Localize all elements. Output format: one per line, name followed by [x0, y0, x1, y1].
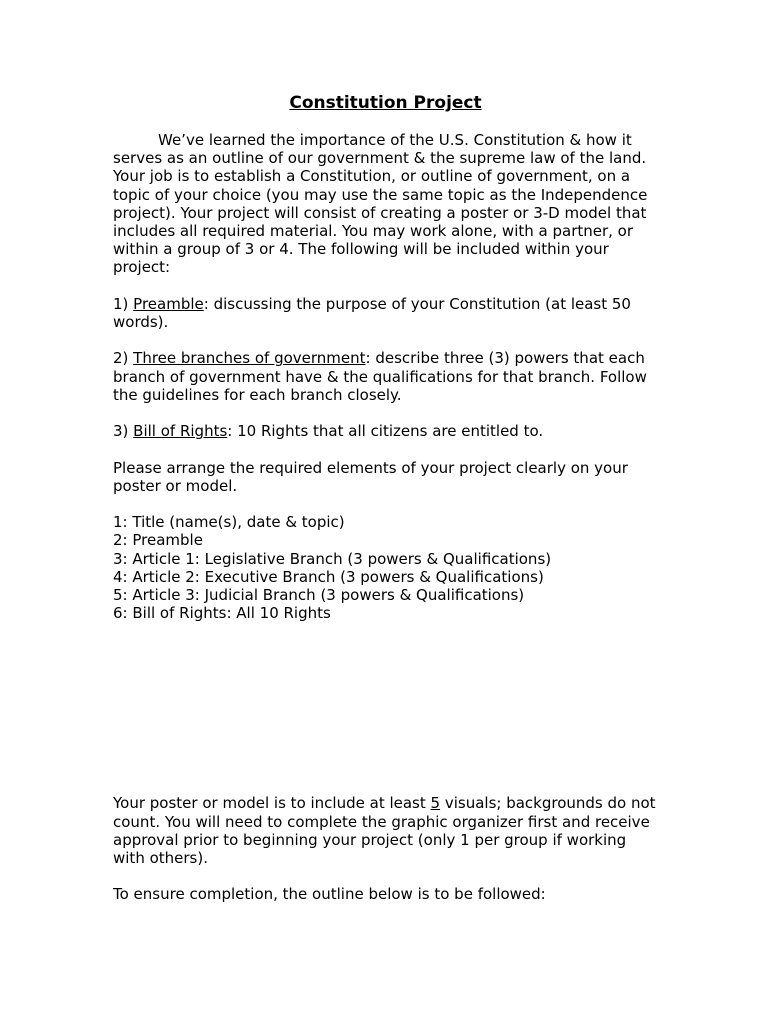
requirement-term: Three branches of government [133, 349, 366, 368]
requirement-text: : 10 Rights that all citizens are entitled to. [227, 422, 544, 441]
visuals-text-after: visuals; backgrounds do not count. You will need to complete the graphic organizer first and receive approval prior to beginning your project (only 1 per group if working with others). [113, 794, 656, 868]
page-title: Constitution Project [289, 93, 482, 113]
list-item: 4: Article 2: Executive Branch (3 powers & Qualifications) [113, 567, 544, 586]
requirement-number: 3) [113, 422, 134, 441]
list-item: 5: Article 3: Judicial Branch (3 powers & Qualifications) [113, 586, 525, 604]
requirement-branches [113, 349, 658, 404]
intro-paragraph: We’ve learned the importance of the U.S. Constitution & how it serves as an outline of our government & the supreme law of the land. Your job is to establish a Constitution, or outline of government, on a topic of your choice (you may use the same topic as the Independence project). Your project will consist of creating a poster or 3-D model that includes all required material. You may work alone, with a partner, or within a group of 3 or 4. The following will be included within your project: [113, 131, 648, 277]
requirement-term: Bill of Rights [133, 422, 228, 441]
arrange-paragraph: Please arrange the required elements of your project clearly on your poster or model. [113, 458, 628, 495]
requirement-text: : describe three (3) powers that each branch of government have & the qualifications for that branch. Follow the guidelines for each branch closely. [113, 349, 647, 404]
visuals-count: 5 [430, 794, 441, 813]
requirement-term: Preamble [133, 294, 204, 313]
list-item: 2: Preamble [113, 531, 203, 550]
requirement-number: 2) [113, 349, 134, 368]
layout-list [113, 513, 658, 622]
requirement-text: : discussing the purpose of your Constitution (at least 50 words). [113, 294, 631, 332]
requirement-preamble [113, 295, 658, 331]
list-item: 1: Title (name(s), date & topic) [113, 513, 345, 532]
visuals-paragraph [113, 794, 658, 867]
document-page [113, 92, 658, 904]
closing-paragraph: To ensure completion, the outline below is to be followed: [113, 885, 546, 904]
visuals-text-before: Your poster or model is to include at least [113, 794, 431, 813]
list-item: 6: Bill of Rights: All 10 Rights [113, 604, 331, 623]
requirement-bill-of-rights [113, 422, 658, 440]
requirement-number: 1) [113, 294, 134, 313]
list-item: 3: Article 1: Legislative Branch (3 powers & Qualifications) [113, 549, 552, 568]
